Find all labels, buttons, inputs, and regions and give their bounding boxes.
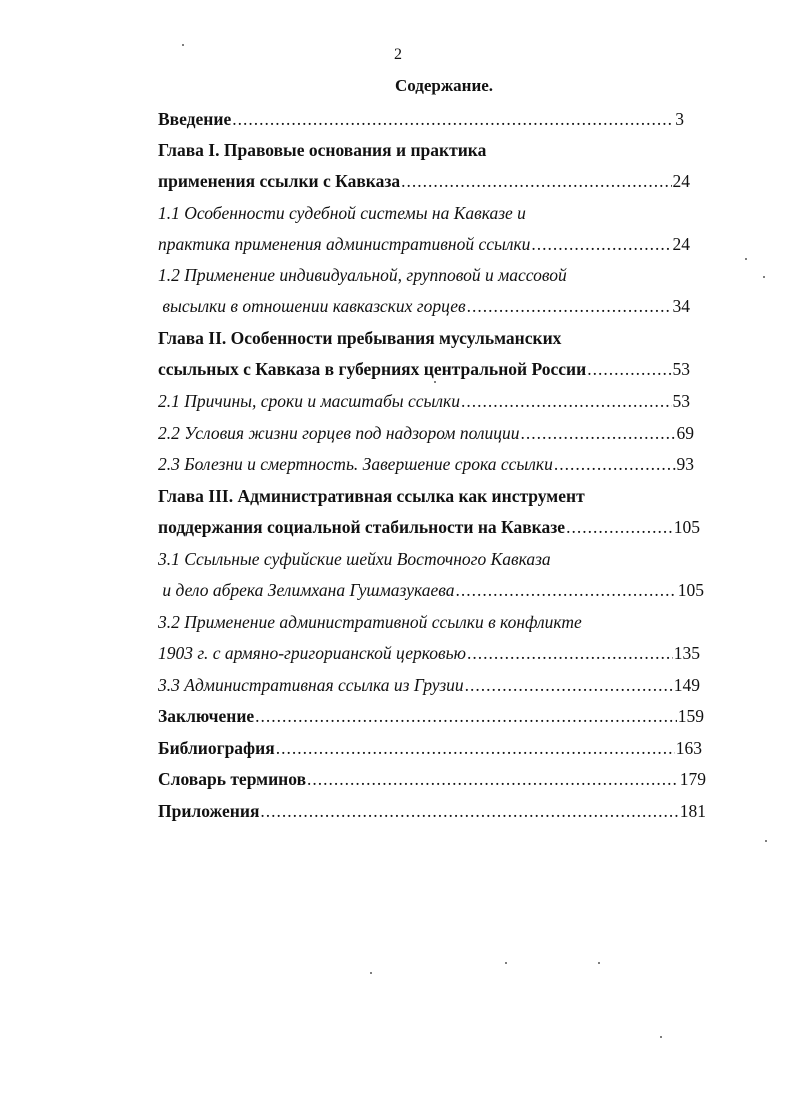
toc-leader <box>276 737 675 759</box>
page-title: Содержание. <box>394 76 494 95</box>
toc-page: 105 <box>673 517 700 537</box>
toc-label: 2.3 Болезни и смертность. Завершение срока ссылки <box>158 454 553 474</box>
toc-label: Словарь терминов <box>158 769 307 789</box>
scan-speck <box>765 840 767 842</box>
toc-label: поддержания социальной стабильности на Кавказе <box>158 517 566 537</box>
toc-page: 181 <box>679 801 706 821</box>
toc-leader <box>587 358 671 380</box>
scan-speck <box>370 972 372 974</box>
toc-page: 53 <box>672 391 690 411</box>
toc-entry-section-3-2[interactable] <box>158 642 700 664</box>
toc-section-1-1-title[interactable]: 1.1 Особенности судебной системы на Кавказе и <box>158 203 526 223</box>
toc-entry-section-2-2[interactable] <box>158 422 694 444</box>
toc-section-3-1-title[interactable]: 3.1 Ссыльные суфийские шейхи Восточного Кавказа <box>158 549 551 569</box>
toc-entry-section-3-1[interactable] <box>158 579 704 601</box>
toc-leader <box>255 705 677 727</box>
toc-section-3-2-title[interactable]: 3.2 Применение административной ссылки в конфликте <box>158 612 582 632</box>
toc-chapter-2-title[interactable]: Глава II. Особенности пребывания мусульманских <box>158 328 562 348</box>
toc-leader <box>456 579 677 601</box>
toc-entry-chapter-2[interactable] <box>158 358 690 380</box>
toc-page: 93 <box>676 454 694 474</box>
toc-page: 159 <box>677 706 704 726</box>
toc-page: 163 <box>675 738 702 758</box>
toc-leader <box>554 453 676 475</box>
scan-speck <box>598 962 600 964</box>
toc-label: Заключение <box>158 706 255 726</box>
toc-leader <box>467 295 672 317</box>
scan-speck <box>434 381 436 383</box>
toc-page: 24 <box>672 234 690 254</box>
toc-page: 53 <box>672 359 690 379</box>
toc-chapter-3-title[interactable]: Глава III. Административная ссылка как инструмент <box>158 486 585 506</box>
toc-page: 69 <box>676 423 694 443</box>
toc-label: Библиография <box>158 738 275 758</box>
toc-leader <box>307 768 679 790</box>
toc-entry-section-2-3[interactable] <box>158 453 694 475</box>
toc-leader <box>232 108 674 130</box>
toc-entry-chapter-3[interactable] <box>158 516 700 538</box>
toc-entry-section-1-2[interactable] <box>158 295 690 317</box>
toc-label: 3.3 Административная ссылка из Грузии <box>158 675 464 695</box>
toc-leader <box>531 233 671 255</box>
toc-label: 2.2 Условия жизни горцев под надзором полиции <box>158 423 520 443</box>
toc-section-1-2-title[interactable]: 1.2 Применение индивидуальной, групповой и массовой <box>158 265 567 285</box>
scan-speck <box>763 276 765 278</box>
toc-entry-section-2-1[interactable] <box>158 390 690 412</box>
toc-leader <box>521 422 676 444</box>
toc-label: практика применения административной ссылки <box>158 234 531 254</box>
toc-page: 105 <box>677 580 704 600</box>
toc-leader <box>401 170 671 192</box>
scan-speck <box>745 258 747 260</box>
toc-page: 3 <box>675 109 684 129</box>
scan-speck <box>660 1036 662 1038</box>
toc-entry-conclusion[interactable] <box>158 705 704 727</box>
scan-speck <box>505 962 507 964</box>
toc-entry-glossary[interactable] <box>158 768 706 790</box>
toc-entry-section-3-3[interactable] <box>158 674 700 696</box>
toc-entry-intro[interactable] <box>158 108 684 130</box>
toc-leader <box>467 642 673 664</box>
toc-leader <box>566 516 673 538</box>
toc-leader <box>461 390 672 412</box>
toc-leader <box>260 800 678 822</box>
toc-entry-chapter-1[interactable] <box>158 170 690 192</box>
toc-entry-bibliography[interactable] <box>158 737 702 759</box>
toc-entry-section-1-1[interactable] <box>158 233 690 255</box>
toc-label: и дело абрека Зелимхана Гушмазукаева <box>158 580 455 600</box>
toc-page: 135 <box>673 643 700 663</box>
toc-page: 24 <box>672 171 690 191</box>
toc-label: применения ссылки с Кавказа <box>158 171 401 191</box>
toc-page: 149 <box>673 675 700 695</box>
toc-label: 2.1 Причины, сроки и масштабы ссылки <box>158 391 460 411</box>
toc-label: ссыльных с Кавказа в губерниях центральной России <box>158 359 587 379</box>
toc-label: Введение <box>158 109 232 129</box>
scan-speck <box>182 44 184 46</box>
toc-page: 179 <box>679 769 706 789</box>
toc-entry-appendices[interactable] <box>158 800 706 822</box>
page-number: 2 <box>394 46 402 63</box>
toc-label: Приложения <box>158 801 260 821</box>
toc-label: 1903 г. с армяно-григорианской церковью <box>158 643 466 663</box>
toc-label: высылки в отношении кавказских горцев <box>158 296 466 316</box>
toc-chapter-1-title[interactable]: Глава I. Правовые основания и практика <box>158 140 487 160</box>
toc-leader <box>465 674 673 696</box>
toc-page: 34 <box>672 296 690 316</box>
